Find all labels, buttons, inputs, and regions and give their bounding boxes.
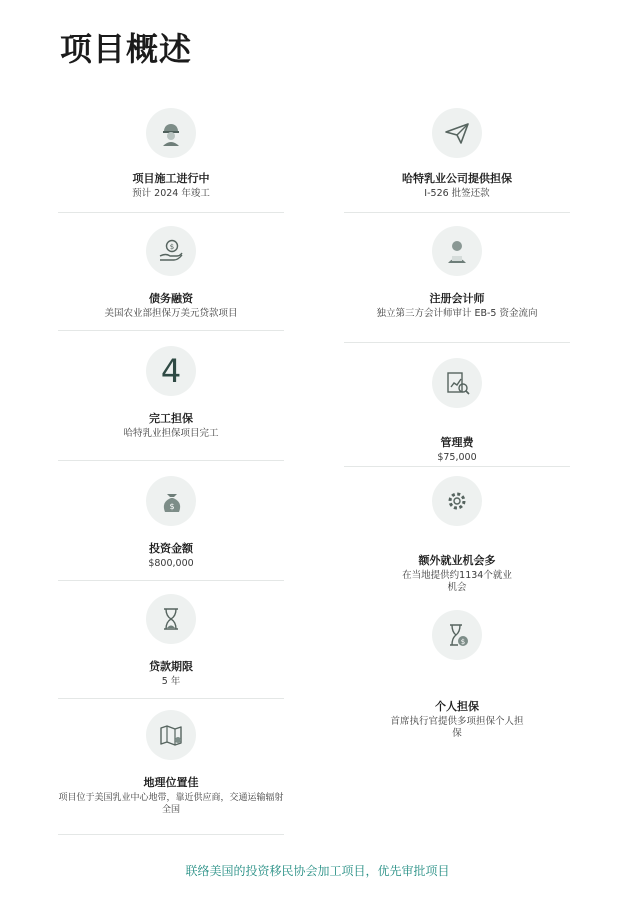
- feature-card-fee: [344, 358, 570, 464]
- hand-coin-icon: [146, 226, 196, 276]
- divider: [58, 212, 284, 213]
- card-title: 地理位置佳: [143, 776, 199, 789]
- footer-note: 联络美国的投资移民协会加工项目，优先审批项目: [185, 864, 450, 878]
- divider: [58, 460, 284, 461]
- divider: [58, 834, 284, 835]
- hourglass-coin-icon: [432, 610, 482, 660]
- number-4: 4: [160, 352, 182, 390]
- card-title: 债务融资: [149, 292, 193, 305]
- card-title: 注册会计师: [429, 292, 485, 305]
- hourglass-icon: [146, 594, 196, 644]
- card-desc: 美国农业部担保万美元贷款项目: [104, 308, 238, 319]
- card-title: 管理费: [440, 436, 474, 449]
- feature-card-completion: [58, 346, 284, 440]
- card-desc: 首席执行官提供多项担保个人担保: [390, 716, 524, 739]
- map-icon: [146, 710, 196, 760]
- feature-card-location: [58, 710, 284, 816]
- card-desc: $800,000: [148, 558, 194, 569]
- accountant-icon: [432, 226, 482, 276]
- card-desc: 在当地提供约1134个就业机会: [402, 570, 512, 593]
- feature-card-debt: [58, 226, 284, 320]
- divider: [58, 580, 284, 581]
- card-title: 额外就业机会多: [418, 554, 496, 567]
- report-chart-icon: [432, 358, 482, 408]
- paper-plane-icon: [432, 108, 482, 158]
- money-bag-icon: [146, 476, 196, 526]
- card-desc: 预计 2024 年竣工: [132, 188, 210, 199]
- number-4-icon: [146, 346, 196, 396]
- card-title: 项目施工进行中: [132, 172, 210, 185]
- divider: [344, 342, 570, 343]
- card-title: 投资金额: [149, 542, 193, 555]
- card-desc: $75,000: [437, 452, 477, 463]
- card-title: 贷款期限: [149, 660, 193, 673]
- divider: [344, 466, 570, 467]
- card-title: 个人担保: [435, 700, 479, 713]
- card-desc: I-526 批签还款: [424, 188, 490, 199]
- feature-card-guarantee: [344, 108, 570, 200]
- card-desc: 哈特乳业担保项目完工: [123, 428, 219, 439]
- worker-helmet-icon: [146, 108, 196, 158]
- svg-text:$: $: [460, 638, 466, 646]
- feature-card-construction: [58, 108, 284, 200]
- feature-card-jobs: [344, 476, 570, 594]
- feature-card-term: [58, 594, 284, 688]
- divider: [344, 212, 570, 213]
- feature-card-personal-guarantee: [344, 610, 570, 740]
- divider: [58, 330, 284, 331]
- gear-icon: [432, 476, 482, 526]
- feature-card-cpa: [344, 226, 570, 320]
- card-title: 哈特乳业公司提供担保: [402, 172, 512, 185]
- card-desc: 5 年: [161, 676, 181, 687]
- card-title: 完工担保: [149, 412, 193, 425]
- svg-text:$: $: [169, 243, 175, 251]
- feature-card-investment: [58, 476, 284, 570]
- page-title: 项目概述: [60, 30, 193, 68]
- divider: [58, 698, 284, 699]
- card-desc: 项目位于美国乳业中心地带，靠近供应商，交通运输辐射全国: [58, 793, 284, 815]
- svg-text:$: $: [169, 502, 175, 511]
- card-desc: 独立第三方会计师审计 EB-5 资金流向: [376, 308, 538, 319]
